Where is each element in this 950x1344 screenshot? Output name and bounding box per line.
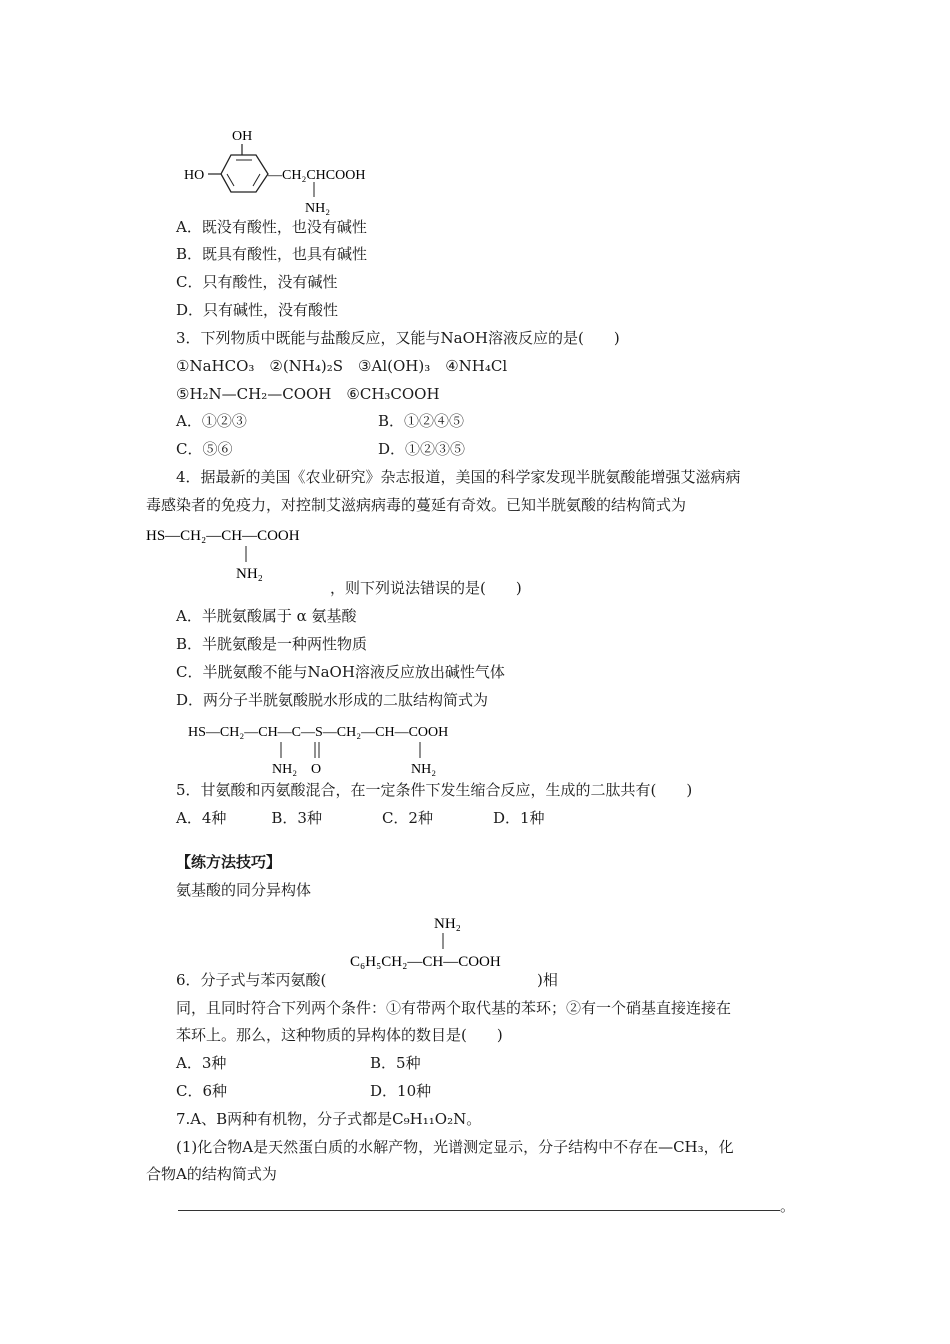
q7-sub1-line1: (1)化合物A是天然蛋白质的水解产物，光谱测定显示，分子结构中不存在—CH₃，化 [176, 1138, 734, 1156]
q4-stem-line2: 毒感染者的免疫力，对控制艾滋病病毒的蔓延有奇效。已知半胱氨酸的结构简式为 [146, 496, 687, 514]
q4-struct-main: HS—CH₂—CH—COOH [146, 528, 300, 544]
q4-option-d: D．两分子半胱氨酸脱水形成的二肽结构简式为 [176, 691, 489, 709]
q6-stem-line2: 同，且同时符合下列两个条件：①有带两个取代基的苯环；②有一个硝基直接连接在 [176, 999, 732, 1017]
section-subtitle: 氨基酸的同分异构体 [176, 881, 312, 899]
q2-option-b: B．既具有酸性，也具有碱性 [176, 245, 368, 263]
q4-dipeptide-main: HS—CH₂—CH—C—S—CH₂—CH—COOH [188, 725, 449, 740]
q3-stem: 3．下列物质中既能与盐酸反应，又能与NaOH溶液反应的是( ) [176, 329, 620, 347]
q3-option-b: B．①②④⑤ [378, 412, 465, 430]
q5-stem: 5．甘氨酸和丙氨酸混合，在一定条件下发生缩合反应，生成的二肽共有( ) [176, 781, 693, 799]
q6-phenylalanine-structure [350, 912, 540, 974]
q6-struct-nh2: NH₂ [434, 916, 461, 932]
q3-option-c: C．⑤⑥ [176, 440, 233, 458]
q6-option-c: C．6种 [176, 1082, 228, 1100]
q7-sub1-line2: 合物A的结构简式为 [146, 1165, 277, 1183]
q2-ho-label: HO [184, 168, 205, 183]
q4-dipeptide-structure [188, 720, 508, 778]
q4-stem-line3: ，则下列说法错误的是( ) [330, 579, 522, 597]
q7-stem: 7.A、B两种有机物，分子式都是C₉H₁₁O₂N。 [176, 1110, 482, 1128]
q6-stem-line3: 苯环上。那么，这种物质的异构体的数目是( ) [176, 1026, 503, 1044]
q2-chain-label: —CH₂CHCOOH [268, 168, 366, 183]
q6-option-a: A．3种 [176, 1054, 227, 1072]
q4-option-b: B．半胱氨酸是一种两性物质 [176, 635, 368, 653]
q7-end-mark: 。 [780, 1197, 796, 1215]
q4-cysteine-structure [146, 524, 346, 584]
q2-option-a: A．既没有酸性，也没有碱性 [176, 218, 367, 236]
q3-option-a: A．①②③ [176, 412, 247, 430]
section-title: 【练方法技巧】 [176, 853, 282, 871]
q4-dipeptide-nh2-2: NH₂ [411, 762, 437, 777]
benzene-ring [221, 155, 268, 192]
q6-struct-main: C₆H₅CH₂—CH—COOH [350, 954, 501, 970]
q4-struct-nh2: NH₂ [236, 566, 263, 582]
q3-items-line1: ①NaHCO₃ ②(NH₄)₂S ③Al(OH)₃ ④NH₄Cl [176, 357, 508, 375]
q2-nh2-label: NH₂ [305, 201, 331, 216]
q2-oh-label: OH [232, 129, 253, 144]
q6-option-d: D．10种 [370, 1082, 432, 1100]
q6-option-b: B．5种 [370, 1054, 421, 1072]
q5-options: A．4种 B．3种 C．2种 D．1种 [176, 809, 545, 827]
q4-dipeptide-o: O [311, 762, 322, 777]
q4-option-c: C．半胱氨酸不能与NaOH溶液反应放出碱性气体 [176, 663, 505, 681]
q4-stem-line1: 4．据最新的美国《农业研究》杂志报道，美国的科学家发现半胱氨酸能增强艾滋病病 [176, 468, 741, 486]
q6-stem-part2: )相 [537, 971, 558, 989]
q3-items-line2: ⑤H₂N—CH₂—COOH ⑥CH₃COOH [176, 385, 440, 403]
q2-option-d: D．只有碱性，没有酸性 [176, 301, 339, 319]
q4-dipeptide-nh2-1: NH₂ [272, 762, 298, 777]
q2-option-c: C．只有酸性，没有碱性 [176, 273, 338, 291]
q6-stem-part1: 6．分子式与苯丙氨酸( [176, 971, 327, 989]
q7-answer-blank[interactable] [178, 1210, 780, 1211]
q4-option-a: A．半胱氨酸属于 α 氨基酸 [176, 607, 357, 625]
q2-structure-diagram [176, 122, 396, 218]
q3-option-d: D．①②③⑤ [378, 440, 466, 458]
